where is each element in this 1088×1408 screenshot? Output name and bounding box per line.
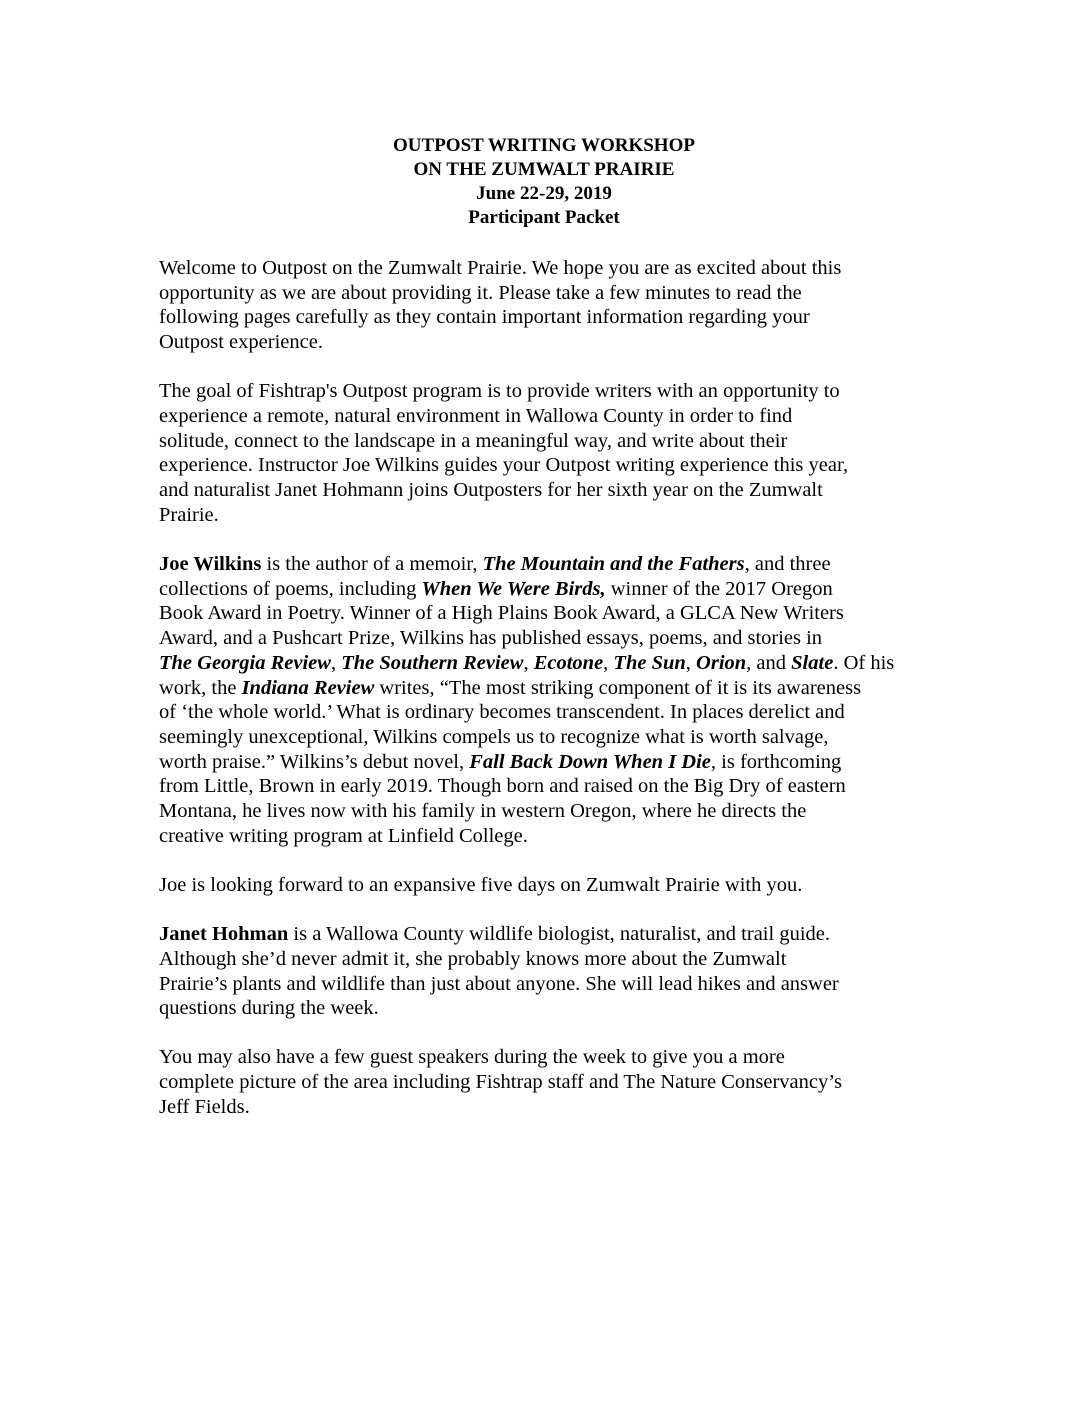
heading-packet: Participant Packet [468,207,620,228]
publication-georgia: The Georgia Review [159,651,331,674]
joe-name: Joe Wilkins [159,553,262,576]
publication-orion: Orion [696,651,747,674]
novel-title: Fall Back Down When I Die [469,750,711,773]
publication-sun: The Sun [613,651,686,674]
janet-name: Janet Hohman [159,923,289,946]
heading-subtitle: ON THE ZUMWALT PRAIRIE [413,159,675,180]
guest-speakers-paragraph: You may also have a few guest speakers during the week to give you a more complete picture of the area including Fishtrap staff and The Nature Conservancy’s Jeff Fields. [159,1046,842,1118]
document-heading [0,134,1088,230]
publication-southern: The Southern Review [341,651,524,674]
joe-bio-paragraph: Joe Wilkins is the author of a memoir, The Mountain and the Fathers, and three collections of poems, including When We Were Birds, winner of the 2017 Oregon Book Award in Poetry. Winner of a High Plains Book Award, a GLCA New Writers Award, and a Pushcart Prize, Wilkins has published essays, poems, and stories in The Georgia Review, The Southern Review, Ecotone, The Sun, Orion, and Slate. Of his work, the Indiana Review writes, “The most striking component of it is its awareness of ‘the whole world.’ What is ordinary becomes transcendent. In places derelict and seemingly unexceptional, Wilkins compels us to recognize what is worth salvage, worth praise.” Wilkins’s debut novel, Fall Back Down When I Die, is forthcoming from Little, Brown in early 2019. Though born and raised on the Big Dry of eastern Montana, he lives now with his family in western Oregon, where he directs the creative writing program at Linfield College. [159,553,895,847]
heading-title: OUTPOST WRITING WORKSHOP [393,135,695,156]
memoir-title: The Mountain and the Fathers [482,553,745,576]
heading-dates: June 22-29, 2019 [476,183,612,204]
publication-slate: Slate [791,651,834,674]
janet-bio-paragraph: Janet Hohman is a Wallowa County wildlife biologist, naturalist, and trail guide. Although she’d never admit it, she probably knows more about the Zumwalt Prairie’s plants and wildlife than just about anyone. She will lead hikes and answer questions during the week. [159,923,839,1020]
publication-ecotone: Ecotone [533,651,604,674]
looking-forward-paragraph: Joe is looking forward to an expansive five days on Zumwalt Prairie with you. [159,873,803,896]
goal-paragraph: The goal of Fishtrap's Outpost program is to provide writers with an opportunity to experience a remote, natural environment in Wallowa County in order to find solitude, connect to the landscape in a meaningful way, and write about their experience. Instructor Joe Wilkins guides your Outpost writing experience this year, and naturalist Janet Hohmann joins Outposters for her sixth year on the Zumwalt Prairie. [159,380,849,526]
document-body [159,256,939,1144]
poems-title: When We Were Birds, [421,577,606,600]
welcome-paragraph: Welcome to Outpost on the Zumwalt Prairie. We hope you are as excited about this opportunity as we are about providing it. Please take a few minutes to read the following pages carefully as they contain important information regarding your Outpost experience. [159,257,842,354]
publication-indiana: Indiana Review [241,676,375,699]
